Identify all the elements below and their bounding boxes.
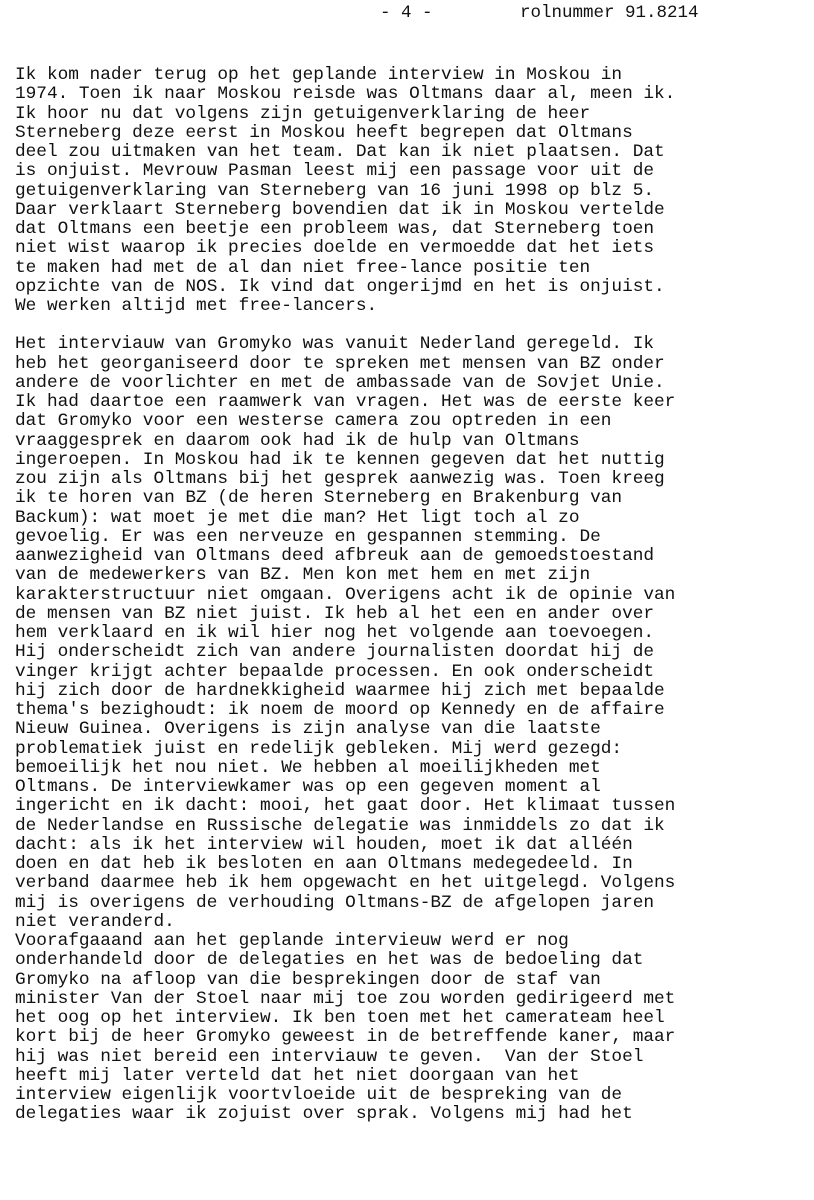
document-body bbox=[15, 66, 814, 1125]
text-line: dat Gromyko voor een westerse camera zou optreden in een bbox=[15, 411, 612, 432]
text-line: zou zijn als Oltmans bij het gesprek aanwezig was. Toen kreeg bbox=[15, 469, 665, 489]
text-line: Backum): wat moet je met die man? Het ligt toch al zo bbox=[15, 507, 580, 528]
text-line: problematiek juist en redelijk gebleken. Mij werd gezegd: bbox=[15, 738, 623, 759]
text-line: Ik had daartoe een raamwerk van vragen. Het was de eerste keer bbox=[15, 392, 676, 412]
text-line: bemoeilijk het nou niet. We hebben al moeilijkheden met bbox=[15, 757, 601, 778]
text-line: van de medewerkers van BZ. Men kon met hem en met zijn bbox=[15, 565, 591, 586]
text-line: Het interviauw van Gromyko was vanuit Nederland geregeld. Ik bbox=[15, 334, 655, 355]
paragraph bbox=[15, 66, 814, 316]
text-line: Ik kom nader terug op het geplande interview in Moskou in bbox=[15, 65, 623, 85]
text-line: interview eigenlijk voortvloeide uit de bespreking van de bbox=[15, 1085, 623, 1105]
page-number: - 4 - bbox=[380, 3, 433, 23]
text-line: Sterneberg deze eerst in Moskou heeft begrepen dat Oltmans bbox=[15, 122, 633, 143]
text-line: hij was niet bereid een interviauw te geven. Van der Stoel bbox=[15, 1046, 644, 1067]
text-line: ingeroepen. In Moskou had ik te kennen gegeven dat het nuttig bbox=[15, 449, 665, 470]
text-line: deel zou uitmaken van het team. Dat kan ik niet plaatsen. Dat bbox=[15, 142, 665, 162]
text-line: de mensen van BZ niet juist. Ik heb al het een en ander over bbox=[15, 603, 655, 624]
text-line: Oltmans. De interviewkamer was op een gegeven moment al bbox=[15, 777, 601, 797]
text-line: heb het georganiseerd door te spreken met mensen van BZ onder bbox=[15, 353, 665, 374]
text-line: doen en dat heb ik besloten en aan Oltmans medegedeeld. In bbox=[15, 854, 633, 874]
text-line: onderhandeld door de delegaties en het was de bedoeling dat bbox=[15, 950, 644, 971]
text-line: delegaties waar ik zojuist over sprak. Volgens mij had het bbox=[15, 1104, 633, 1125]
text-line: verband daarmee heb ik hem opgewacht en het uitgelegd. Volgens bbox=[15, 873, 676, 894]
text-line: is onjuist. Mevrouw Pasman leest mij een passage voor uit de bbox=[15, 161, 655, 182]
text-line: ingericht en ik dacht: mooi, het gaat door. Het klimaat tussen bbox=[15, 796, 676, 817]
text-line: vraaggesprek en daarom ook had ik de hulp van Oltmans bbox=[15, 430, 580, 451]
text-line: karakterstructuur niet omgaan. Overigens acht ik de opinie van bbox=[15, 584, 676, 605]
text-line: hij zich door de hardnekkigheid waarmee hij zich met bepaalde bbox=[15, 680, 665, 701]
case-reference: rolnummer 91.8214 bbox=[520, 3, 699, 23]
text-line: Hij onderscheidt zich van andere journalisten doordat hij de bbox=[15, 642, 655, 663]
text-line: het oog op het interview. Ik ben toen met het camerateam heel bbox=[15, 1008, 665, 1028]
text-line: thema's bezighoudt: ik noem de moord op Kennedy en de affaire bbox=[15, 700, 665, 720]
text-line: heeft mij later verteld dat het niet doorgaan van het bbox=[15, 1065, 580, 1086]
text-line: aanwezigheid van Oltmans deed afbreuk aan de gemoedstoestand bbox=[15, 546, 655, 566]
page-header bbox=[380, 2, 699, 24]
text-line: 1974. Toen ik naar Moskou reisde was Oltmans daar al, meen ik. bbox=[15, 84, 676, 105]
text-line: We werken altijd met free-lancers. bbox=[15, 296, 378, 316]
text-line: Nieuw Guinea. Overigens is zijn analyse van die laatste bbox=[15, 719, 601, 740]
paragraph bbox=[15, 335, 814, 1124]
text-line: gevoelig. Er was een nerveuze en gespannen stemming. De bbox=[15, 526, 601, 547]
text-line: te maken had met de al dan niet free-lance positie ten bbox=[15, 257, 591, 278]
text-line: mij is overigens de verhouding Oltmans-BZ de afgelopen jaren bbox=[15, 892, 655, 913]
text-line: kort bij de heer Gromyko geweest in de betreffende kaner, maar bbox=[15, 1027, 676, 1048]
text-line: niet veranderd. bbox=[15, 911, 175, 932]
text-line: hem verklaard en ik wil hier nog het volgende aan toevoegen. bbox=[15, 623, 655, 643]
text-line: opzichte van de NOS. Ik vind dat ongerijmd en het is onjuist. bbox=[15, 276, 665, 297]
text-line: dacht: als ik het interview wil houden, moet ik dat alléén bbox=[15, 834, 633, 855]
text-line: getuigenverklaring van Sterneberg van 16 juni 1998 op blz 5. bbox=[15, 180, 655, 201]
text-line: vinger krijgt achter bepaalde processen. En ook onderscheidt bbox=[15, 661, 655, 682]
text-line: Gromyko na afloop van die besprekingen door de staf van bbox=[15, 969, 601, 990]
text-line: Daar verklaart Sterneberg bovendien dat ik in Moskou vertelde bbox=[15, 199, 665, 220]
text-line: niet wist waarop ik precies doelde en vermoedde dat het iets bbox=[15, 238, 655, 259]
text-line: dat Oltmans een beetje een probleem was, dat Sterneberg toen bbox=[15, 219, 655, 239]
text-line: ik te horen van BZ (de heren Sterneberg en Brakenburg van bbox=[15, 488, 623, 509]
text-line: minister Van der Stoel naar mij toe zou worden gedirigeerd met bbox=[15, 988, 676, 1009]
text-line: de Nederlandse en Russische delegatie was inmiddels zo dat ik bbox=[15, 815, 665, 836]
text-line: Voorafgaaand aan het geplande intervieuw werd er nog bbox=[15, 931, 569, 951]
text-line: andere de voorlichter en met de ambassade van de Sovjet Unie. bbox=[15, 372, 665, 393]
text-line: Ik hoor nu dat volgens zijn getuigenverklaring de heer bbox=[15, 103, 591, 124]
